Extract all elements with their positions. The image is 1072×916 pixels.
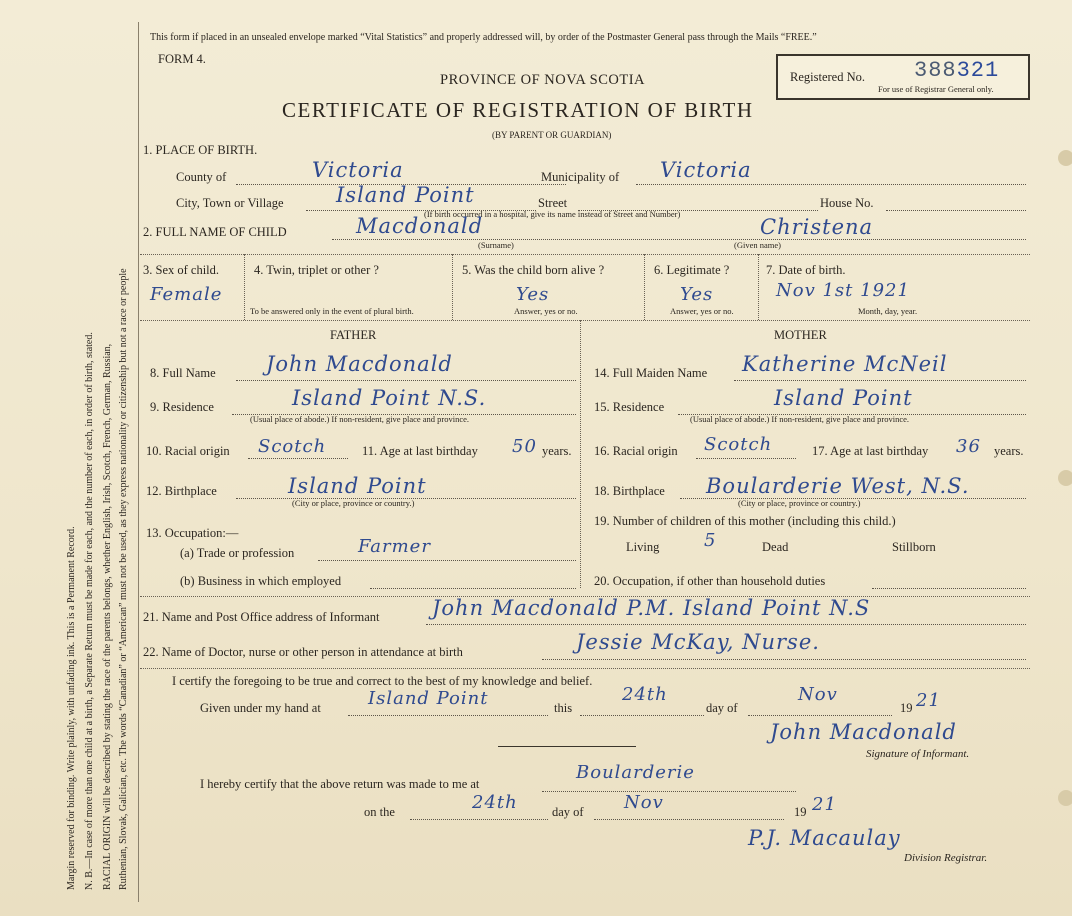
registrar-month: Nov [624, 792, 664, 813]
father-heading: FATHER [330, 328, 377, 342]
informant-label: 21. Name and Post Office address of Informant [143, 610, 380, 624]
registrar-year-prefix: 19 [794, 805, 807, 819]
given-name-caption: (Given name) [734, 240, 781, 250]
mother-birthplace-note: (City or place, province or country.) [738, 498, 861, 508]
doctor-label: 22. Name of Doctor, nurse or other person in attendance at birth [143, 645, 463, 659]
city-label: City, Town or Village [176, 196, 284, 210]
house-number-label: House No. [820, 196, 874, 210]
father-trade-label: (a) Trade or profession [180, 546, 295, 560]
mother-age-label: 17. Age at last birthday [812, 444, 929, 458]
legitimate-value: Yes [680, 284, 714, 305]
binder-hole [1058, 150, 1072, 166]
mother-dead-label: Dead [762, 540, 789, 554]
mother-residence-note: (Usual place of abode.) If non-resident, give place and province. [690, 414, 910, 424]
mother-residence-label: 15. Residence [594, 400, 665, 414]
born-alive-value: Yes [516, 284, 550, 305]
registration-label: Registered No. [790, 70, 865, 84]
mother-age-years: years. [994, 444, 1024, 458]
sex-value: Female [150, 284, 223, 305]
father-trade-value: Farmer [358, 536, 431, 557]
father-birthplace-value: Island Point [288, 474, 427, 498]
informant-signature-caption: Signature of Informant. [866, 748, 970, 760]
certify-statement: I certify the foregoing to be true and correct to the best of my knowledge and belief. [172, 674, 593, 688]
margin-divider [138, 22, 139, 902]
margin-line-2: N. B.—In case of more than one child at a birth, a Separate Return must be made for each, and the number of each, in order of birth, stated. [84, 332, 95, 890]
mother-racial-value: Scotch [704, 434, 773, 455]
registrar-day-of-label: day of [552, 805, 584, 819]
registrar-signature: P.J. Macaulay [748, 826, 901, 850]
father-business-label: (b) Business in which employed [180, 574, 342, 588]
mother-name-label: 14. Full Maiden Name [594, 366, 708, 380]
certify-day: 24th [622, 684, 668, 705]
born-alive-label: 5. Was the child born alive ? [462, 263, 605, 277]
margin-line-4: Ruthenian, Slovak, Galician, etc. The words “Canadian” or “American” must not be used, as they express nationality or citizenship but not a race or people [118, 268, 129, 890]
certify-month: Nov [798, 684, 838, 705]
hospital-note: (If birth occurred in a hospital, give its name instead of Street and Number) [424, 209, 681, 219]
father-racial-value: Scotch [258, 436, 327, 457]
child-given-name: Christena [760, 215, 874, 239]
mother-occupation-label: 20. Occupation, if other than household duties [594, 574, 826, 588]
registration-note: For use of Registrar General only. [878, 84, 994, 94]
certify-day-of-label: day of [706, 701, 738, 715]
certify-this-label: this [554, 701, 573, 715]
province-heading: PROVINCE OF NOVA SCOTIA [440, 72, 645, 88]
margin-line-3: RACIAL ORIGIN will be described by stating the race of the parents belongs, whether English, Irish, Scotch, French, German, Russian, [102, 343, 113, 890]
postal-notice: This form if placed in an unsealed envelope marked “Vital Statistics” and properly addressed will, by order of the Postmaster General pass through the Mails “FREE.” [150, 32, 817, 43]
born-alive-note: Answer, yes or no. [514, 306, 578, 316]
form-number: FORM 4. [158, 52, 206, 66]
municipality-value: Victoria [660, 158, 752, 182]
registration-box [776, 54, 1030, 100]
county-label: County of [176, 170, 227, 184]
father-birthplace-label: 12. Birthplace [146, 484, 217, 498]
child-surname: Macdonald [356, 214, 484, 238]
mother-children-label: 19. Number of children of this mother (including this child.) [594, 514, 896, 528]
legitimate-note: Answer, yes or no. [670, 306, 734, 316]
certify-place: Island Point [368, 688, 489, 709]
registrar-year-suffix: 21 [812, 794, 837, 815]
father-age-label: 11. Age at last birthday [362, 444, 478, 458]
mother-heading: MOTHER [774, 328, 827, 342]
father-name-value: John Macdonald [266, 352, 453, 376]
certify-year-suffix: 21 [916, 690, 941, 711]
sex-label: 3. Sex of child. [143, 263, 220, 277]
twin-label: 4. Twin, triplet or other ? [254, 263, 379, 277]
surname-caption: (Surname) [478, 240, 514, 250]
place-of-birth-label: 1. PLACE OF BIRTH. [143, 143, 258, 157]
father-occupation-label: 13. Occupation:— [146, 526, 239, 540]
twin-note: To be answered only in the event of plural birth. [250, 306, 414, 316]
father-residence-value: Island Point N.S. [292, 386, 487, 410]
city-value: Island Point [336, 183, 475, 207]
certificate-title: CERTIFICATE OF REGISTRATION OF BIRTH [282, 98, 754, 122]
registrar-place: Boularderie [576, 762, 695, 783]
doctor-value: Jessie McKay, Nurse. [576, 630, 820, 654]
mother-stillborn-label: Stillborn [892, 540, 936, 554]
mother-age-value: 36 [956, 436, 981, 457]
binding-margin [56, 30, 136, 900]
mother-birthplace-value: Boularderie West, N.S. [706, 474, 970, 498]
margin-line-1: Margin reserved for binding. Write plainly, with unfading ink. This is a Permanent Record. [66, 526, 77, 890]
certificate-subtitle: (BY PARENT OR GUARDIAN) [492, 130, 612, 140]
binder-hole [1058, 470, 1072, 486]
registration-number: 388321 [914, 58, 1000, 83]
date-of-birth-value: Nov 1st 1921 [776, 280, 910, 301]
section-divider [498, 746, 636, 747]
registrar-on-label: on the [364, 805, 395, 819]
certify-year-prefix: 19 [900, 701, 913, 715]
county-value: Victoria [312, 158, 404, 182]
mother-birthplace-label: 18. Birthplace [594, 484, 665, 498]
mother-living-label: Living [626, 540, 660, 554]
informant-signature: John Macdonald [770, 720, 957, 744]
mother-living-value: 5 [704, 530, 717, 551]
father-name-label: 8. Full Name [150, 366, 216, 380]
registrar-statement: I hereby certify that the above return was made to me at [200, 777, 480, 791]
father-residence-note: (Usual place of abode.) If non-resident, give place and province. [250, 414, 470, 424]
date-of-birth-note: Month, day, year. [858, 306, 918, 316]
given-under-label: Given under my hand at [200, 701, 321, 715]
legitimate-label: 6. Legitimate ? [654, 263, 730, 277]
mother-racial-label: 16. Racial origin [594, 444, 678, 458]
father-residence-label: 9. Residence [150, 400, 214, 414]
mother-residence-value: Island Point [774, 386, 913, 410]
street-label: Street [538, 196, 568, 210]
registrar-day: 24th [472, 792, 518, 813]
binder-hole [1058, 790, 1072, 806]
father-racial-label: 10. Racial origin [146, 444, 230, 458]
father-birthplace-note: (City or place, province or country.) [292, 498, 415, 508]
registrar-caption: Division Registrar. [904, 852, 988, 864]
informant-value: John Macdonald P.M. Island Point N.S [432, 596, 871, 620]
father-age-years: years. [542, 444, 572, 458]
municipality-label: Municipality of [541, 170, 620, 184]
mother-name-value: Katherine McNeil [742, 352, 948, 376]
date-of-birth-label: 7. Date of birth. [766, 263, 846, 277]
child-name-label: 2. FULL NAME OF CHILD [143, 225, 287, 239]
father-age-value: 50 [512, 436, 537, 457]
